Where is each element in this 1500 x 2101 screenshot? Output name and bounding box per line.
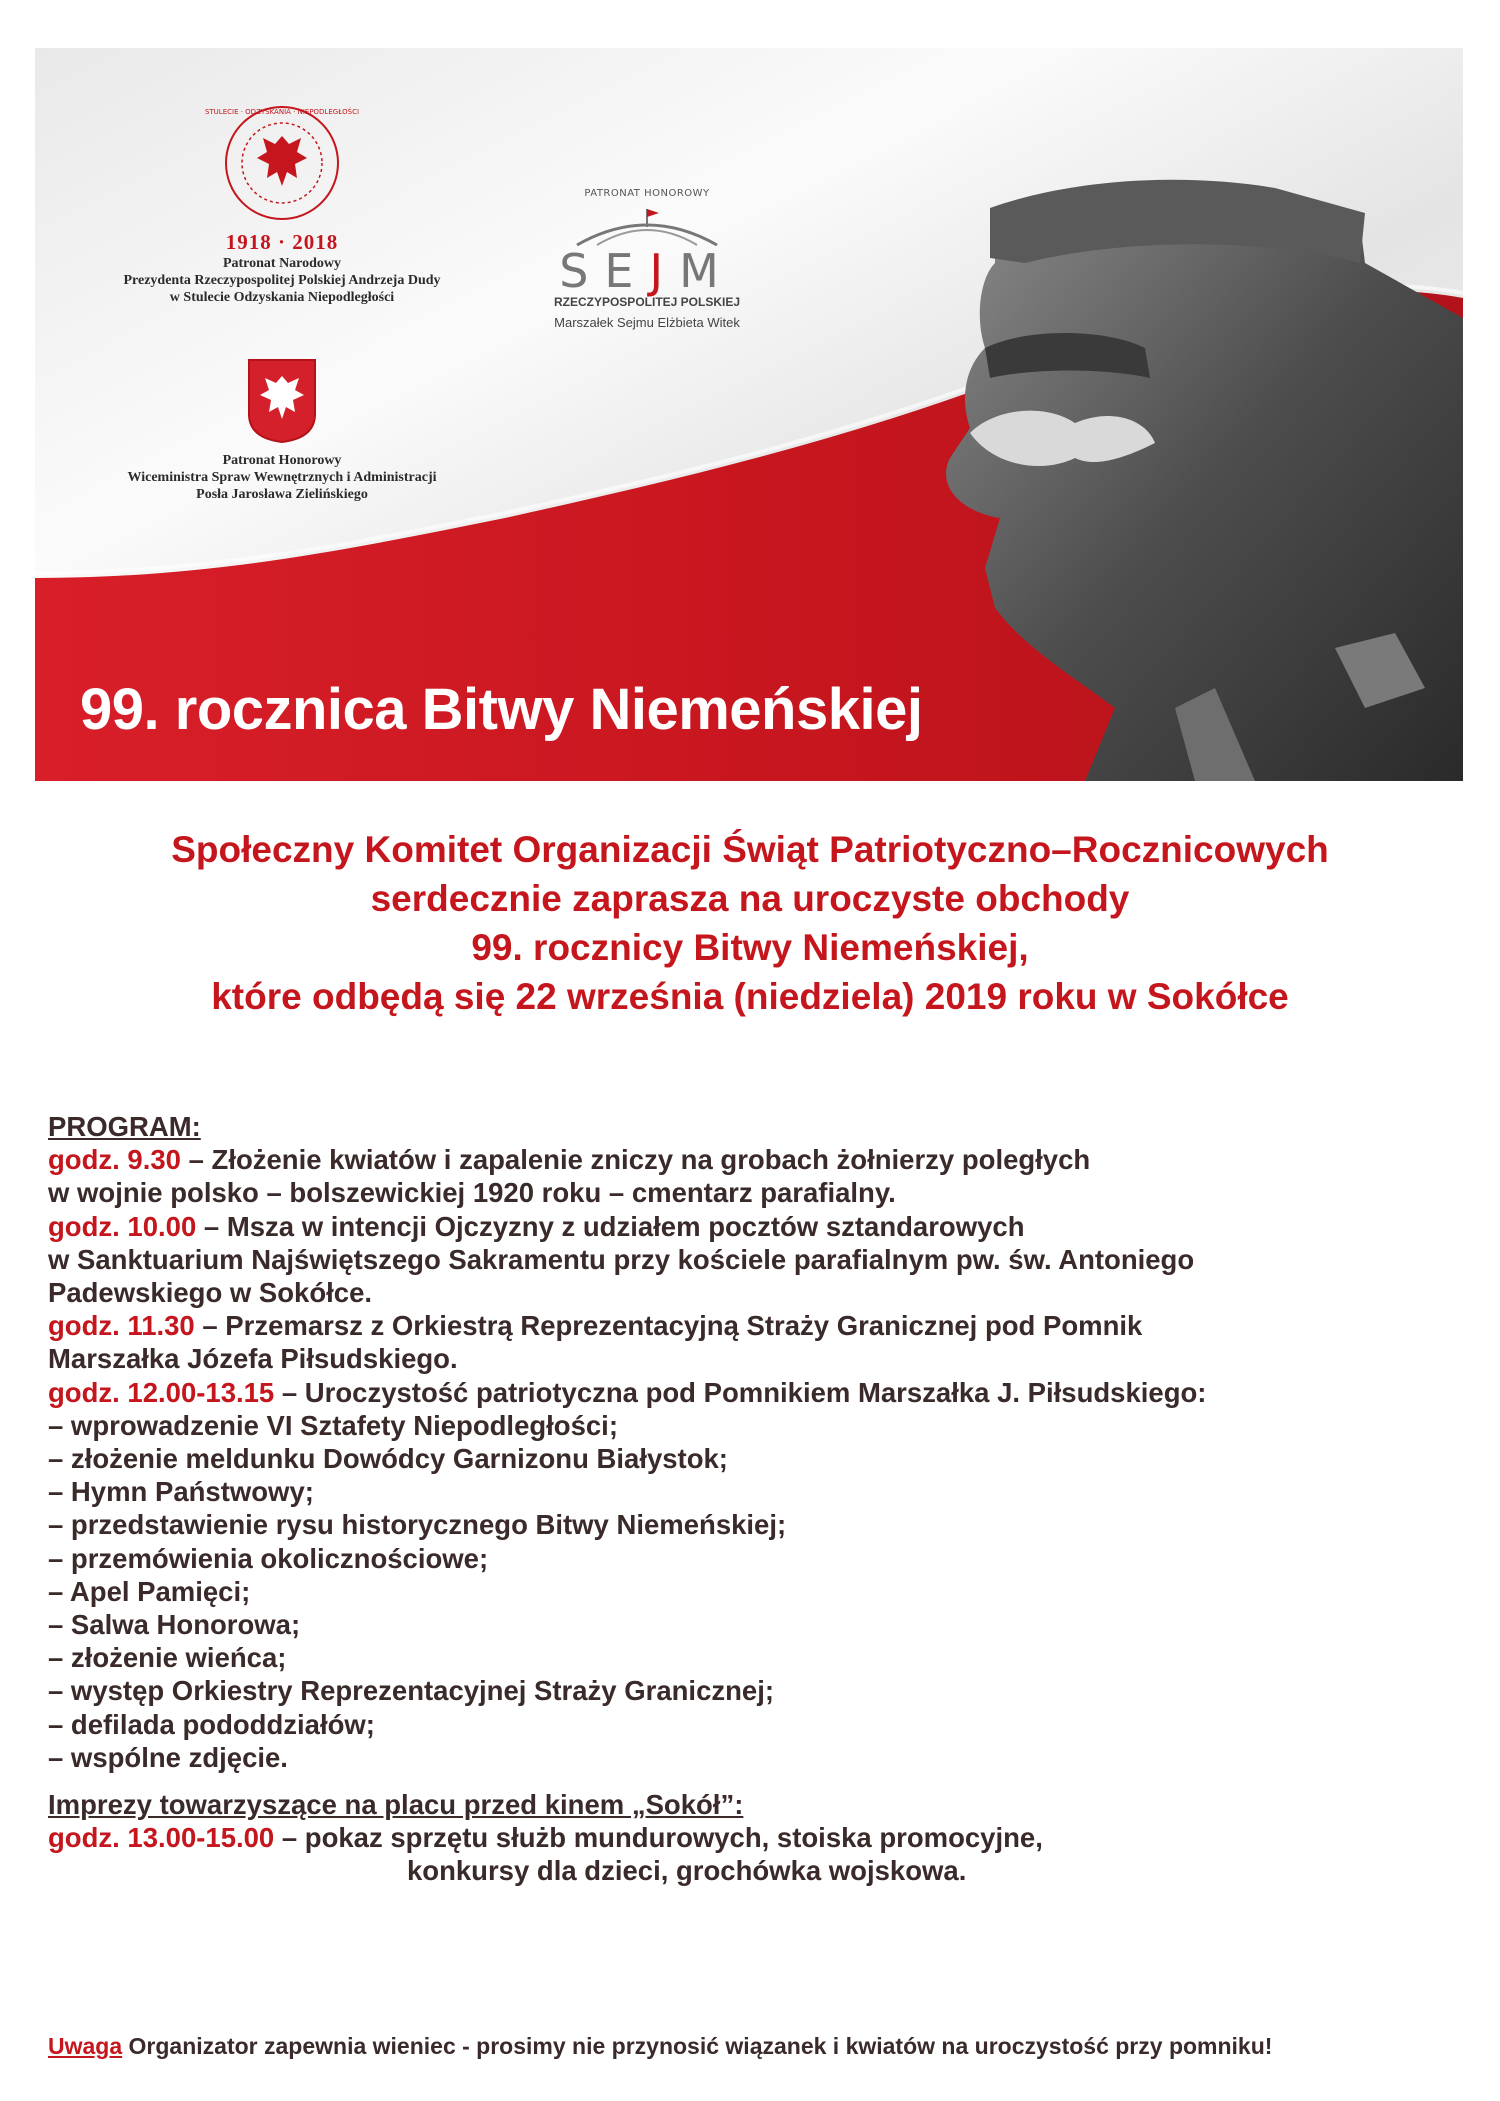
program-text: w Sanktuarium Najświętszego Sakramentu przy kościele parafialnym pw. św. Antoniego <box>48 1243 1195 1275</box>
invitation-block <box>0 825 1500 1021</box>
program-time: godz. 12.00-13.15 <box>48 1376 275 1408</box>
program-time: godz. 11.30 <box>48 1310 195 1342</box>
program-time: godz. 9.30 <box>48 1144 181 1176</box>
sejm-logo <box>517 188 777 330</box>
program-text: Marszałka Józefa Piłsudskiego. <box>48 1343 458 1375</box>
program-time: godz. 10.00 <box>48 1210 197 1242</box>
notice-text: Organizator zapewnia wieniec - prosimy nie przynosić wiązanek i kwiatów na uroczystość przy pomniku! <box>122 2033 1273 2059</box>
program-block <box>48 1110 1468 1888</box>
invitation-line-3: 99. rocznicy Bitwy Niemeńskiej, <box>471 927 1029 968</box>
program-heading: PROGRAM: <box>48 1111 201 1142</box>
program-item <box>48 1376 1468 1409</box>
sejm-dome-icon <box>567 207 727 247</box>
program-item <box>48 1309 1468 1342</box>
accompanying-item-continued <box>48 1854 1468 1887</box>
invitation-line-2: serdecznie zaprasza na uroczyste obchody <box>370 878 1130 919</box>
accompanying-text-1: – pokaz sprzętu służb mundurowych, stoiska promocyjne, <box>274 1822 1043 1854</box>
ministry-logo <box>87 358 477 503</box>
ring-text: STULECIE · ODZYSKANIA · NIEPODLEGŁOŚCI <box>204 108 360 116</box>
sejm-word-left: SE <box>559 244 650 298</box>
centenary-caption-2: Prezydenta Rzeczypospolitej Polskiej Andrzeja Dudy <box>123 273 441 288</box>
ceremony-sub-item: – Salwa Honorowa; <box>48 1609 301 1641</box>
ceremony-sub-item: – złożenie meldunku Dowódcy Garnizonu Białystok; <box>48 1443 728 1475</box>
ministry-caption-1: Patronat Honorowy <box>222 453 342 468</box>
sejm-sub-label: RZECZYPOSPOLITEJ POLSKIEJ <box>553 295 741 309</box>
invitation-line-1: Społeczny Komitet Organizacji Świąt Patriotyczno–Rocznicowych <box>171 829 1329 870</box>
program-text: – Uroczystość patriotyczna pod Pomnikiem Marszałka J. Piłsudskiego: <box>274 1376 1207 1408</box>
centenary-logo <box>87 98 477 306</box>
banner-title: 99. rocznica Bitwy Niemeńskiej <box>80 677 923 742</box>
accompanying-heading: Imprezy towarzyszące na placu przed kinem „Sokół”: <box>48 1789 744 1821</box>
years-label: 1918 · 2018 <box>225 230 339 254</box>
program-item <box>48 1143 1468 1176</box>
ceremony-sub-item: – defilada pododdziałów; <box>48 1708 375 1740</box>
program-text: – Złożenie kwiatów i zapalenie zniczy na grobach żołnierzy poległych <box>180 1144 1091 1176</box>
invitation-line-4: które odbędą się 22 września (niedziela) 2019 roku w Sokółce <box>211 976 1289 1017</box>
program-text: w wojnie polsko – bolszewickiej 1920 roku – cmentarz parafialny. <box>48 1177 896 1209</box>
white-eagle-emblem-icon <box>204 98 360 228</box>
sejm-wordmark <box>517 244 777 298</box>
ceremony-sub-item: – Hymn Państwowy; <box>48 1476 314 1508</box>
sejm-patronage-label: PATRONAT HONOROWY <box>584 188 710 199</box>
coat-of-arms-icon <box>247 358 317 444</box>
centenary-caption-3: w Stulecie Odzyskania Niepodległości <box>169 290 395 305</box>
program-text: – Msza w intencji Ojczyzny z udziałem pocztów sztandarowych <box>196 1210 1025 1242</box>
ceremony-sub-item: – Apel Pamięci; <box>48 1575 251 1607</box>
ceremony-sub-item: – występ Orkiestry Reprezentacyjnej Straży Granicznej; <box>48 1675 774 1707</box>
ministry-caption-3: Posła Jarosława Zielińskiego <box>196 487 368 502</box>
accompanying-item <box>48 1821 1468 1854</box>
accompanying-text-2: konkursy dla dzieci, grochówka wojskowa. <box>407 1855 967 1887</box>
sejm-marshal-label: Marszałek Sejmu Elżbieta Witek <box>554 315 740 330</box>
ceremony-sub-item: – wspólne zdjęcie. <box>48 1741 288 1773</box>
program-text: – Przemarsz z Orkiestrą Reprezentacyjną Straży Granicznej pod Pomnik <box>194 1310 1143 1342</box>
ceremony-sub-item: – wprowadzenie VI Sztafety Niepodległości; <box>48 1409 618 1441</box>
sejm-word-right: M <box>679 244 735 298</box>
banner <box>35 48 1463 781</box>
ministry-caption-2: Wiceministra Spraw Wewnętrznych i Administracji <box>127 470 437 485</box>
ceremony-sub-item: – przemówienia okolicznościowe; <box>48 1542 489 1574</box>
notice-label: Uwaga <box>48 2033 123 2059</box>
accompanying-time: godz. 13.00-15.00 <box>48 1822 275 1854</box>
notice-line <box>48 2033 1272 2060</box>
ceremony-sub-item: – przedstawienie rysu historycznego Bitwy Niemeńskiej; <box>48 1509 787 1541</box>
program-text: Padewskiego w Sokółce. <box>48 1277 373 1309</box>
program-item <box>48 1210 1468 1243</box>
sejm-word-j: J <box>649 244 680 298</box>
centenary-caption-1: Patronat Narodowy <box>222 256 342 271</box>
ceremony-sub-item: – złożenie wieńca; <box>48 1642 287 1674</box>
